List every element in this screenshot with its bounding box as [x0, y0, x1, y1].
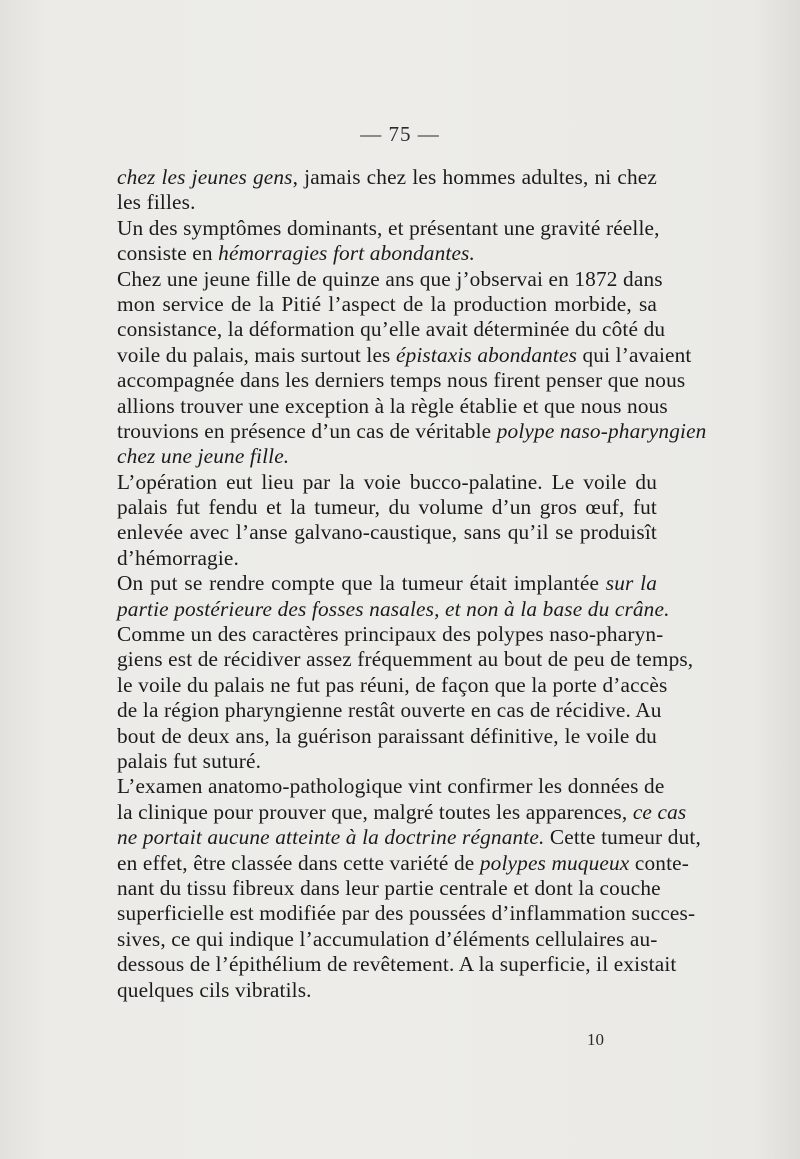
text-segment: de la région pharyngienne restât ouverte en cas de récidive. Au	[117, 698, 662, 723]
text-segment: Un des symptômes dominants, et présentant une gravité réelle,	[117, 215, 660, 240]
text-segment: L’opération eut lieu par la voie bucco-palatine. Le voile du	[117, 469, 657, 494]
text-segment: quelques cils vibratils.	[117, 977, 312, 1002]
italic-segment: ne portait aucune atteinte à la doctrine régnante.	[117, 825, 545, 850]
italic-segment: polype naso-pharyngien	[496, 418, 707, 443]
page-number: — 75 —	[360, 122, 440, 146]
text-segment: superficielle est modifiée par des poussées d’inflammation succes-	[117, 901, 696, 926]
text-segment: voile du palais, mais surtout les	[117, 342, 396, 367]
text-segment: mon service de la Pitié l’aspect de la production morbide, sa	[117, 291, 657, 316]
text-line	[117, 292, 657, 317]
text-line	[117, 317, 666, 342]
text-segment: bout de deux ans, la guérison paraissant définitive, le voile du	[117, 723, 657, 748]
text-line	[117, 927, 657, 952]
text-line	[117, 165, 657, 190]
text-line	[117, 266, 663, 292]
italic-segment: sur la	[605, 571, 658, 596]
text-segment: le voile du palais ne fut pas réuni, de façon que la porte d’accès	[117, 672, 668, 697]
text-line	[117, 342, 692, 368]
text-line	[117, 495, 657, 520]
text-line	[117, 546, 657, 571]
text-line	[117, 190, 657, 215]
text-line	[117, 647, 694, 672]
body-text	[117, 165, 707, 1003]
text-segment: palais fut suturé.	[117, 748, 262, 773]
italic-segment: ce cas	[632, 799, 687, 824]
text-line	[117, 875, 661, 901]
text-line	[117, 393, 668, 419]
text-segment: la clinique pour prouver que, malgré toutes les apparences,	[117, 799, 633, 824]
text-segment: qui l’avaient	[577, 342, 692, 367]
text-line	[117, 444, 657, 469]
text-segment: enlevée avec l’anse galvano-caustique, sans qu’il se produisît	[117, 520, 657, 545]
italic-segment: polypes muqueux	[479, 850, 630, 875]
text-segment: Comme un des caractères principaux des polypes naso-pharyn-	[117, 622, 664, 647]
text-segment: Chez une jeune fille de quinze ans que j’observai en 1872 dans	[117, 266, 663, 291]
signature-mark: 10	[587, 1030, 604, 1049]
text-segment: trouvions en présence d’un cas de véritable	[117, 418, 497, 443]
text-segment: , jamais chez les hommes adultes, ni chez	[292, 165, 657, 189]
italic-segment: chez les jeunes gens	[117, 165, 293, 189]
text-line	[117, 978, 657, 1003]
text-line	[117, 241, 657, 266]
text-line	[117, 622, 664, 647]
italic-segment: hémorragies fort abondantes.	[218, 241, 475, 266]
text-line	[117, 850, 689, 876]
italic-segment: partie postérieure des fosses nasales, et non à la base du crâne.	[117, 596, 670, 621]
text-line	[117, 520, 657, 545]
text-line	[117, 799, 687, 825]
text-segment: consiste en	[117, 241, 219, 266]
text-line	[117, 571, 657, 596]
text-line	[117, 470, 657, 495]
italic-segment: épistaxis abondantes	[395, 342, 578, 367]
text-line	[117, 749, 657, 774]
text-line	[117, 774, 665, 799]
text-segment: conte-	[629, 850, 689, 875]
text-segment: L’examen anatomo-pathologique vint confirmer les données de	[117, 774, 665, 799]
text-segment: accompagnée dans les derniers temps nous firent penser que nous	[117, 368, 686, 393]
text-segment: d’hémorragie.	[117, 545, 239, 570]
text-line	[117, 698, 662, 723]
text-segment: dessous de l’épithélium de revêtement. A la superficie, il existait	[117, 952, 677, 977]
text-segment: allions trouver une exception à la règle établie et que nous nous	[117, 393, 668, 418]
text-line	[117, 368, 686, 393]
text-segment: consistance, la déformation qu’elle avait déterminée du côté du	[117, 317, 666, 342]
text-segment: Cette tumeur dut,	[544, 825, 701, 850]
italic-segment: chez une jeune fille.	[117, 444, 290, 469]
text-line	[117, 952, 677, 977]
text-segment: en effet, être classée dans cette variété de	[117, 850, 480, 875]
text-segment: palais fut fendu et la tumeur, du volume d’un gros œuf, fut	[117, 495, 657, 520]
text-line	[117, 418, 707, 444]
text-line	[117, 901, 696, 926]
text-line	[117, 825, 701, 850]
text-segment: les filles.	[117, 190, 196, 215]
text-segment: On put se rendre compte que la tumeur était implantée	[117, 571, 606, 596]
text-segment: sives, ce qui indique l’accumulation d’éléments cellulaires au-	[117, 926, 658, 951]
text-segment: giens est de récidiver assez fréquemment au bout de peu de temps,	[117, 647, 694, 672]
text-line	[117, 724, 657, 749]
text-line	[117, 215, 660, 241]
text-line	[117, 596, 670, 622]
text-segment: nant du tissu fibreux dans leur partie centrale et dont la couche	[117, 875, 661, 900]
text-line	[117, 672, 668, 698]
